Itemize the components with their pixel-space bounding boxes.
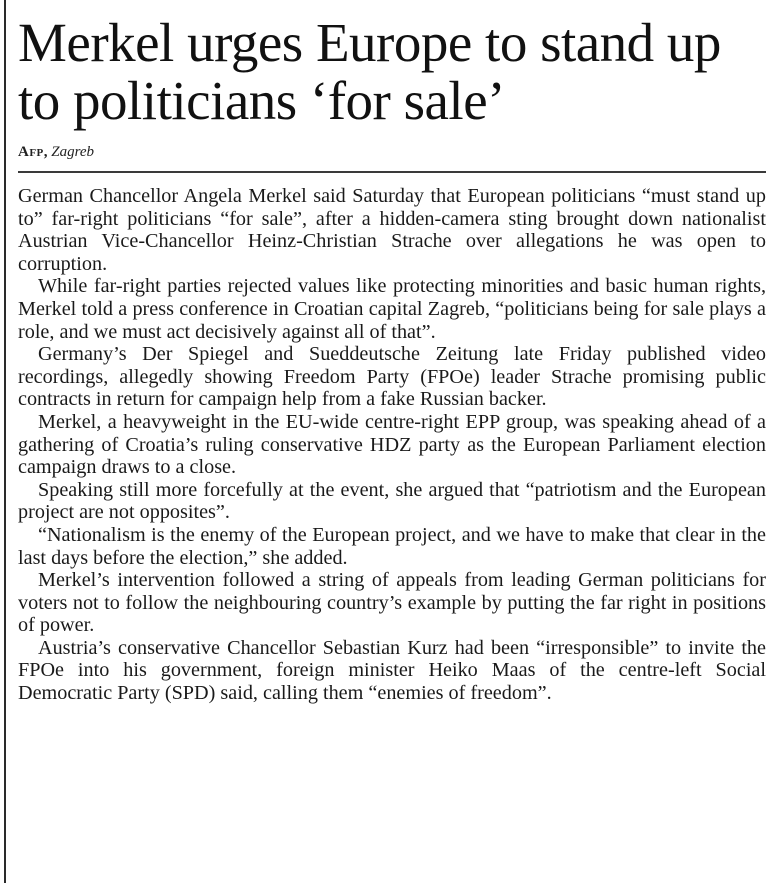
paragraph: “Nationalism is the enemy of the European project, and we have to make that clear in the last days before the election,” she added. (18, 523, 766, 569)
headline-rule (18, 171, 766, 173)
byline-separator: , (43, 144, 48, 160)
column-divider-line (4, 0, 6, 883)
byline-dateline: Zagreb (51, 144, 95, 160)
paragraph: Austria’s conservative Chancellor Sebastian Kurz had been “irresponsible” to invite the FPOe into his government, foreign minister Heiko Maas of the centre-left Social Democratic Party (SPD) said, calling them “enemies of freedom”. (18, 636, 766, 705)
paragraph: German Chancellor Angela Merkel said Saturday that European politicians “must stand up to” far-right politicians “for sale”, after a hidden-camera sting brought down nationalist Austrian Vice-Chancellor Heinz-Christian Strache over allegations he was open to corruption. (18, 185, 766, 275)
paragraph: Merkel’s intervention followed a string of appeals from leading German politicians for voters not to follow the neighbouring country’s example by putting the far right in positions of power. (18, 569, 766, 637)
paragraph: Merkel, a heavyweight in the EU-wide centre-right EPP group, was speaking ahead of a gathering of Croatia’s ruling conservative HDZ party as the European Parliament election campaign draws to a close. (18, 410, 766, 479)
news-article (18, 14, 766, 705)
byline-agency: Afp (18, 144, 44, 160)
article-body (18, 185, 766, 705)
paragraph: Speaking still more forcefully at the event, she argued that “patriotism and the European project are not opposites”. (18, 478, 766, 524)
paragraph: Germany’s Der Spiegel and Sueddeutsche Zeitung late Friday published video recordings, allegedly showing Freedom Party (FPOe) leader Strache promising public contracts in return for campaign help from a fake Russian backer. (18, 343, 766, 411)
paragraph: While far-right parties rejected values like protecting minorities and basic human rights, Merkel told a press conference in Croatian capital Zagreb, “politicians being for sale plays a role, and we must act decisively against all of that”. (18, 275, 766, 343)
byline (18, 144, 766, 161)
headline: Merkel urges Europe to stand up to politicians ‘for sale’ (18, 12, 721, 131)
